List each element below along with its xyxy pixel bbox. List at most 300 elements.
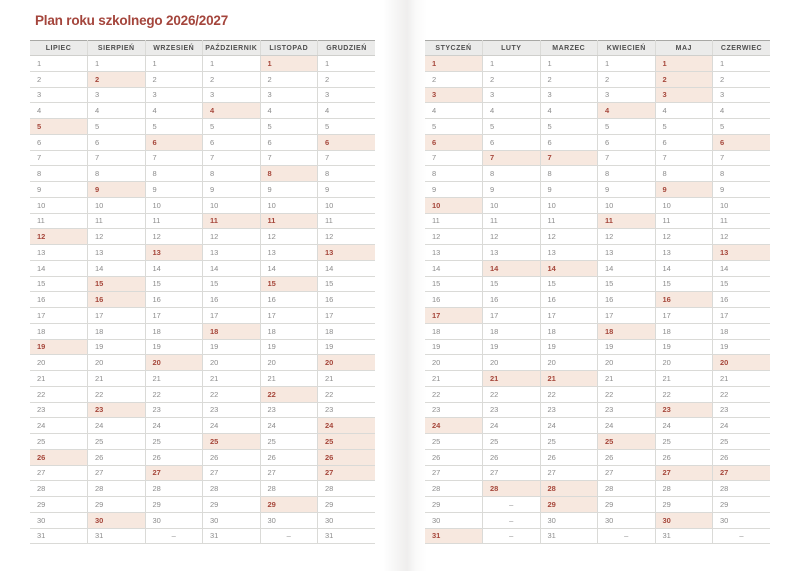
day-cell: 13 bbox=[88, 245, 146, 261]
day-cell: 9 bbox=[30, 182, 88, 198]
day-cell: 27 bbox=[145, 465, 203, 481]
day-cell: 4 bbox=[483, 103, 541, 119]
day-cell: 19 bbox=[318, 339, 376, 355]
day-cell: 23 bbox=[483, 402, 541, 418]
day-cell: 19 bbox=[425, 339, 483, 355]
day-cell: 14 bbox=[598, 260, 656, 276]
day-cell: 6 bbox=[655, 134, 713, 150]
day-cell: 18 bbox=[483, 323, 541, 339]
day-cell: 14 bbox=[88, 260, 146, 276]
day-row bbox=[425, 418, 770, 434]
day-cell: 22 bbox=[203, 386, 261, 402]
day-cell: 20 bbox=[203, 355, 261, 371]
day-row bbox=[425, 355, 770, 371]
day-row bbox=[425, 449, 770, 465]
day-cell: 21 bbox=[483, 371, 541, 387]
day-cell: 12 bbox=[425, 229, 483, 245]
day-cell: 27 bbox=[203, 465, 261, 481]
day-cell: 16 bbox=[30, 292, 88, 308]
day-cell: 24 bbox=[145, 418, 203, 434]
day-cell: 19 bbox=[540, 339, 598, 355]
day-row bbox=[425, 323, 770, 339]
day-cell: 22 bbox=[30, 386, 88, 402]
day-cell: 17 bbox=[88, 308, 146, 324]
day-cell: 11 bbox=[540, 213, 598, 229]
day-cell: 17 bbox=[145, 308, 203, 324]
day-cell: 8 bbox=[318, 166, 376, 182]
day-cell: 25 bbox=[318, 434, 376, 450]
day-cell: 8 bbox=[203, 166, 261, 182]
day-cell: 31 bbox=[655, 528, 713, 544]
day-cell: 3 bbox=[260, 87, 318, 103]
day-cell: 15 bbox=[203, 276, 261, 292]
day-row bbox=[425, 260, 770, 276]
day-cell: 6 bbox=[318, 134, 376, 150]
day-cell: 15 bbox=[713, 276, 771, 292]
day-cell: 20 bbox=[30, 355, 88, 371]
day-cell: 25 bbox=[30, 434, 88, 450]
day-row bbox=[425, 150, 770, 166]
day-cell: 12 bbox=[655, 229, 713, 245]
month-header: LISTOPAD bbox=[260, 41, 318, 56]
day-cell: 24 bbox=[425, 418, 483, 434]
day-cell: 19 bbox=[483, 339, 541, 355]
day-cell: 6 bbox=[30, 134, 88, 150]
day-cell: 18 bbox=[88, 323, 146, 339]
day-cell: 6 bbox=[203, 134, 261, 150]
day-row bbox=[425, 402, 770, 418]
day-cell: 15 bbox=[30, 276, 88, 292]
day-cell: 21 bbox=[598, 371, 656, 387]
day-row bbox=[425, 528, 770, 544]
day-cell: 8 bbox=[425, 166, 483, 182]
day-cell: 1 bbox=[540, 56, 598, 72]
day-cell: 29 bbox=[203, 497, 261, 513]
day-cell: 5 bbox=[598, 119, 656, 135]
day-cell: 24 bbox=[713, 418, 771, 434]
day-cell: 3 bbox=[318, 87, 376, 103]
day-row bbox=[425, 134, 770, 150]
day-cell: 27 bbox=[30, 465, 88, 481]
day-cell: 1 bbox=[425, 56, 483, 72]
day-row bbox=[30, 371, 375, 387]
day-cell: 10 bbox=[145, 197, 203, 213]
day-cell: 2 bbox=[260, 71, 318, 87]
day-cell: 21 bbox=[655, 371, 713, 387]
day-cell: 17 bbox=[425, 308, 483, 324]
day-cell: 10 bbox=[88, 197, 146, 213]
day-cell: 26 bbox=[145, 449, 203, 465]
month-header-row bbox=[30, 41, 375, 56]
day-cell: 7 bbox=[540, 150, 598, 166]
day-cell: 20 bbox=[88, 355, 146, 371]
day-cell: 9 bbox=[260, 182, 318, 198]
day-cell: 11 bbox=[88, 213, 146, 229]
day-cell: 16 bbox=[203, 292, 261, 308]
day-cell: 21 bbox=[540, 371, 598, 387]
day-cell-empty: – bbox=[483, 528, 541, 544]
day-cell: 17 bbox=[655, 308, 713, 324]
month-header: CZERWIEC bbox=[713, 41, 771, 56]
day-cell: 15 bbox=[260, 276, 318, 292]
day-cell: 17 bbox=[203, 308, 261, 324]
day-row bbox=[425, 56, 770, 72]
day-cell: 11 bbox=[145, 213, 203, 229]
day-cell: 16 bbox=[598, 292, 656, 308]
day-cell: 14 bbox=[203, 260, 261, 276]
day-cell: 18 bbox=[425, 323, 483, 339]
day-cell: 8 bbox=[483, 166, 541, 182]
day-row bbox=[425, 434, 770, 450]
day-cell: 5 bbox=[145, 119, 203, 135]
day-cell: 25 bbox=[483, 434, 541, 450]
day-cell: 12 bbox=[540, 229, 598, 245]
page-title: Plan roku szkolnego 2026/2027 bbox=[35, 13, 229, 28]
day-cell: 26 bbox=[655, 449, 713, 465]
day-cell: 19 bbox=[713, 339, 771, 355]
day-row bbox=[425, 197, 770, 213]
day-cell: 10 bbox=[260, 197, 318, 213]
day-cell: 18 bbox=[318, 323, 376, 339]
day-cell: 4 bbox=[88, 103, 146, 119]
day-cell: 8 bbox=[713, 166, 771, 182]
day-cell: 5 bbox=[655, 119, 713, 135]
day-cell: 19 bbox=[655, 339, 713, 355]
day-cell: 2 bbox=[540, 71, 598, 87]
day-cell: 18 bbox=[203, 323, 261, 339]
day-cell: 24 bbox=[598, 418, 656, 434]
day-cell: 2 bbox=[318, 71, 376, 87]
day-cell: 7 bbox=[145, 150, 203, 166]
day-cell: 4 bbox=[30, 103, 88, 119]
day-cell: 29 bbox=[713, 497, 771, 513]
day-row bbox=[425, 87, 770, 103]
day-cell: 8 bbox=[30, 166, 88, 182]
day-cell: 15 bbox=[425, 276, 483, 292]
day-row bbox=[30, 87, 375, 103]
day-cell: 26 bbox=[88, 449, 146, 465]
day-cell: 10 bbox=[318, 197, 376, 213]
day-cell: 26 bbox=[260, 449, 318, 465]
day-cell: 17 bbox=[598, 308, 656, 324]
day-cell: 3 bbox=[425, 87, 483, 103]
month-header: SIERPIEŃ bbox=[88, 41, 146, 56]
day-cell: 21 bbox=[30, 371, 88, 387]
day-row bbox=[30, 418, 375, 434]
day-cell: 15 bbox=[145, 276, 203, 292]
day-cell: 18 bbox=[655, 323, 713, 339]
day-row bbox=[30, 229, 375, 245]
month-header: LUTY bbox=[483, 41, 541, 56]
day-cell: 2 bbox=[598, 71, 656, 87]
day-cell: 12 bbox=[260, 229, 318, 245]
day-cell: 11 bbox=[483, 213, 541, 229]
day-row bbox=[30, 497, 375, 513]
day-cell: 13 bbox=[318, 245, 376, 261]
day-cell: 6 bbox=[713, 134, 771, 150]
month-header: STYCZEŃ bbox=[425, 41, 483, 56]
day-cell: 27 bbox=[598, 465, 656, 481]
day-cell: 22 bbox=[145, 386, 203, 402]
day-cell: 23 bbox=[318, 402, 376, 418]
day-cell: 1 bbox=[483, 56, 541, 72]
day-cell: 28 bbox=[483, 481, 541, 497]
day-cell: 4 bbox=[203, 103, 261, 119]
day-row bbox=[30, 339, 375, 355]
day-cell: 20 bbox=[598, 355, 656, 371]
day-cell: 23 bbox=[88, 402, 146, 418]
day-cell: 17 bbox=[713, 308, 771, 324]
day-cell: 29 bbox=[540, 497, 598, 513]
day-cell: 24 bbox=[483, 418, 541, 434]
day-cell: 11 bbox=[30, 213, 88, 229]
day-cell: 8 bbox=[655, 166, 713, 182]
day-cell: 1 bbox=[318, 56, 376, 72]
day-cell: 12 bbox=[318, 229, 376, 245]
day-cell: 16 bbox=[713, 292, 771, 308]
day-cell: 23 bbox=[598, 402, 656, 418]
day-cell: 30 bbox=[318, 512, 376, 528]
day-row bbox=[30, 449, 375, 465]
day-cell: 21 bbox=[145, 371, 203, 387]
day-cell: 9 bbox=[540, 182, 598, 198]
day-cell: 7 bbox=[598, 150, 656, 166]
day-cell: 20 bbox=[483, 355, 541, 371]
day-cell: 27 bbox=[655, 465, 713, 481]
day-cell: 30 bbox=[598, 512, 656, 528]
day-cell: 9 bbox=[318, 182, 376, 198]
day-cell: 22 bbox=[88, 386, 146, 402]
month-header: WRZESIEŃ bbox=[145, 41, 203, 56]
day-cell: 7 bbox=[203, 150, 261, 166]
day-cell: 12 bbox=[30, 229, 88, 245]
day-row bbox=[30, 197, 375, 213]
day-cell: 1 bbox=[88, 56, 146, 72]
day-row bbox=[30, 308, 375, 324]
day-cell: 8 bbox=[540, 166, 598, 182]
day-cell: 23 bbox=[260, 402, 318, 418]
day-cell: 15 bbox=[88, 276, 146, 292]
day-cell: 19 bbox=[88, 339, 146, 355]
day-cell: 2 bbox=[483, 71, 541, 87]
day-cell: 19 bbox=[598, 339, 656, 355]
day-row bbox=[425, 71, 770, 87]
day-cell: 28 bbox=[425, 481, 483, 497]
day-cell: 22 bbox=[483, 386, 541, 402]
day-cell: 10 bbox=[425, 197, 483, 213]
day-cell: 24 bbox=[260, 418, 318, 434]
day-cell: 16 bbox=[425, 292, 483, 308]
day-cell: 2 bbox=[145, 71, 203, 87]
day-row bbox=[425, 465, 770, 481]
day-cell: 22 bbox=[598, 386, 656, 402]
month-header: GRUDZIEŃ bbox=[318, 41, 376, 56]
day-cell: 28 bbox=[540, 481, 598, 497]
day-cell: 25 bbox=[260, 434, 318, 450]
day-cell: 28 bbox=[260, 481, 318, 497]
day-row bbox=[30, 119, 375, 135]
day-cell: 23 bbox=[203, 402, 261, 418]
day-cell: 24 bbox=[655, 418, 713, 434]
day-cell: 17 bbox=[260, 308, 318, 324]
day-row bbox=[30, 260, 375, 276]
day-cell: 23 bbox=[655, 402, 713, 418]
day-cell: 13 bbox=[30, 245, 88, 261]
day-row bbox=[30, 481, 375, 497]
day-cell: 19 bbox=[260, 339, 318, 355]
day-cell: 14 bbox=[145, 260, 203, 276]
day-cell: 13 bbox=[483, 245, 541, 261]
day-cell: 10 bbox=[713, 197, 771, 213]
day-row bbox=[425, 339, 770, 355]
day-cell: 13 bbox=[540, 245, 598, 261]
day-cell: 20 bbox=[540, 355, 598, 371]
day-cell: 10 bbox=[203, 197, 261, 213]
day-cell: 18 bbox=[30, 323, 88, 339]
day-cell: 12 bbox=[598, 229, 656, 245]
day-cell: 1 bbox=[713, 56, 771, 72]
day-row bbox=[425, 213, 770, 229]
day-cell: 20 bbox=[713, 355, 771, 371]
day-row bbox=[30, 402, 375, 418]
day-cell: 12 bbox=[713, 229, 771, 245]
day-cell: 4 bbox=[655, 103, 713, 119]
day-cell: 6 bbox=[598, 134, 656, 150]
day-cell: 3 bbox=[88, 87, 146, 103]
day-row bbox=[425, 245, 770, 261]
day-cell: 15 bbox=[540, 276, 598, 292]
day-cell: 24 bbox=[203, 418, 261, 434]
day-cell: 23 bbox=[145, 402, 203, 418]
day-cell: 28 bbox=[145, 481, 203, 497]
month-header: MAJ bbox=[655, 41, 713, 56]
day-cell: 2 bbox=[713, 71, 771, 87]
day-cell: 27 bbox=[540, 465, 598, 481]
day-row bbox=[425, 103, 770, 119]
day-cell: 5 bbox=[713, 119, 771, 135]
day-cell: 29 bbox=[88, 497, 146, 513]
day-cell: 3 bbox=[203, 87, 261, 103]
day-cell: 26 bbox=[713, 449, 771, 465]
day-cell: 27 bbox=[713, 465, 771, 481]
day-cell: 3 bbox=[483, 87, 541, 103]
day-cell: 13 bbox=[260, 245, 318, 261]
day-cell: 23 bbox=[425, 402, 483, 418]
day-cell: 31 bbox=[203, 528, 261, 544]
day-cell: 1 bbox=[260, 56, 318, 72]
day-cell: 10 bbox=[598, 197, 656, 213]
day-cell-empty: – bbox=[483, 497, 541, 513]
day-cell: 26 bbox=[425, 449, 483, 465]
day-cell: 28 bbox=[203, 481, 261, 497]
day-cell: 1 bbox=[203, 56, 261, 72]
day-row bbox=[30, 166, 375, 182]
day-cell: 15 bbox=[483, 276, 541, 292]
day-cell: 18 bbox=[540, 323, 598, 339]
day-cell: 24 bbox=[318, 418, 376, 434]
day-cell: 27 bbox=[88, 465, 146, 481]
day-cell: 24 bbox=[30, 418, 88, 434]
day-cell: 6 bbox=[145, 134, 203, 150]
day-cell: 5 bbox=[260, 119, 318, 135]
day-cell: 24 bbox=[88, 418, 146, 434]
day-cell: 28 bbox=[318, 481, 376, 497]
day-cell: 7 bbox=[483, 150, 541, 166]
day-cell: 22 bbox=[655, 386, 713, 402]
day-cell: 22 bbox=[713, 386, 771, 402]
day-cell: 19 bbox=[145, 339, 203, 355]
day-cell: 25 bbox=[598, 434, 656, 450]
month-header: LIPIEC bbox=[30, 41, 88, 56]
day-cell: 11 bbox=[598, 213, 656, 229]
day-cell: 31 bbox=[30, 528, 88, 544]
day-cell: 25 bbox=[88, 434, 146, 450]
day-cell: 12 bbox=[203, 229, 261, 245]
day-cell: 26 bbox=[30, 449, 88, 465]
day-cell: 7 bbox=[655, 150, 713, 166]
day-row bbox=[30, 512, 375, 528]
day-cell: 26 bbox=[540, 449, 598, 465]
day-cell: 9 bbox=[713, 182, 771, 198]
day-cell: 2 bbox=[88, 71, 146, 87]
day-row bbox=[425, 229, 770, 245]
day-cell: 4 bbox=[598, 103, 656, 119]
day-cell: 27 bbox=[483, 465, 541, 481]
day-cell: 9 bbox=[145, 182, 203, 198]
calendar-page-left bbox=[30, 40, 375, 544]
day-cell: 13 bbox=[655, 245, 713, 261]
day-cell: 27 bbox=[318, 465, 376, 481]
day-cell: 31 bbox=[425, 528, 483, 544]
day-row bbox=[30, 386, 375, 402]
day-cell: 29 bbox=[318, 497, 376, 513]
day-row bbox=[30, 103, 375, 119]
day-cell: 28 bbox=[598, 481, 656, 497]
day-cell-empty: – bbox=[483, 512, 541, 528]
day-cell: 7 bbox=[30, 150, 88, 166]
day-cell: 5 bbox=[318, 119, 376, 135]
month-header: PAŹDZIERNIK bbox=[203, 41, 261, 56]
day-cell: 7 bbox=[260, 150, 318, 166]
day-cell: 10 bbox=[483, 197, 541, 213]
day-cell: 10 bbox=[540, 197, 598, 213]
day-cell: 2 bbox=[30, 71, 88, 87]
day-cell: 18 bbox=[713, 323, 771, 339]
day-cell: 22 bbox=[318, 386, 376, 402]
day-cell: 1 bbox=[655, 56, 713, 72]
day-cell: 16 bbox=[88, 292, 146, 308]
day-cell: 18 bbox=[598, 323, 656, 339]
day-cell: 21 bbox=[260, 371, 318, 387]
day-cell: 21 bbox=[425, 371, 483, 387]
day-cell-empty: – bbox=[260, 528, 318, 544]
day-cell: 3 bbox=[540, 87, 598, 103]
day-cell: 6 bbox=[260, 134, 318, 150]
day-cell: 27 bbox=[425, 465, 483, 481]
day-row bbox=[30, 56, 375, 72]
day-cell: 28 bbox=[655, 481, 713, 497]
day-cell: 4 bbox=[318, 103, 376, 119]
day-row bbox=[30, 323, 375, 339]
day-cell: 13 bbox=[713, 245, 771, 261]
day-cell: 29 bbox=[30, 497, 88, 513]
day-cell: 26 bbox=[483, 449, 541, 465]
day-cell: 16 bbox=[655, 292, 713, 308]
day-cell: 26 bbox=[318, 449, 376, 465]
day-cell: 3 bbox=[145, 87, 203, 103]
calendar-table-left bbox=[30, 40, 375, 544]
day-cell: 30 bbox=[30, 512, 88, 528]
